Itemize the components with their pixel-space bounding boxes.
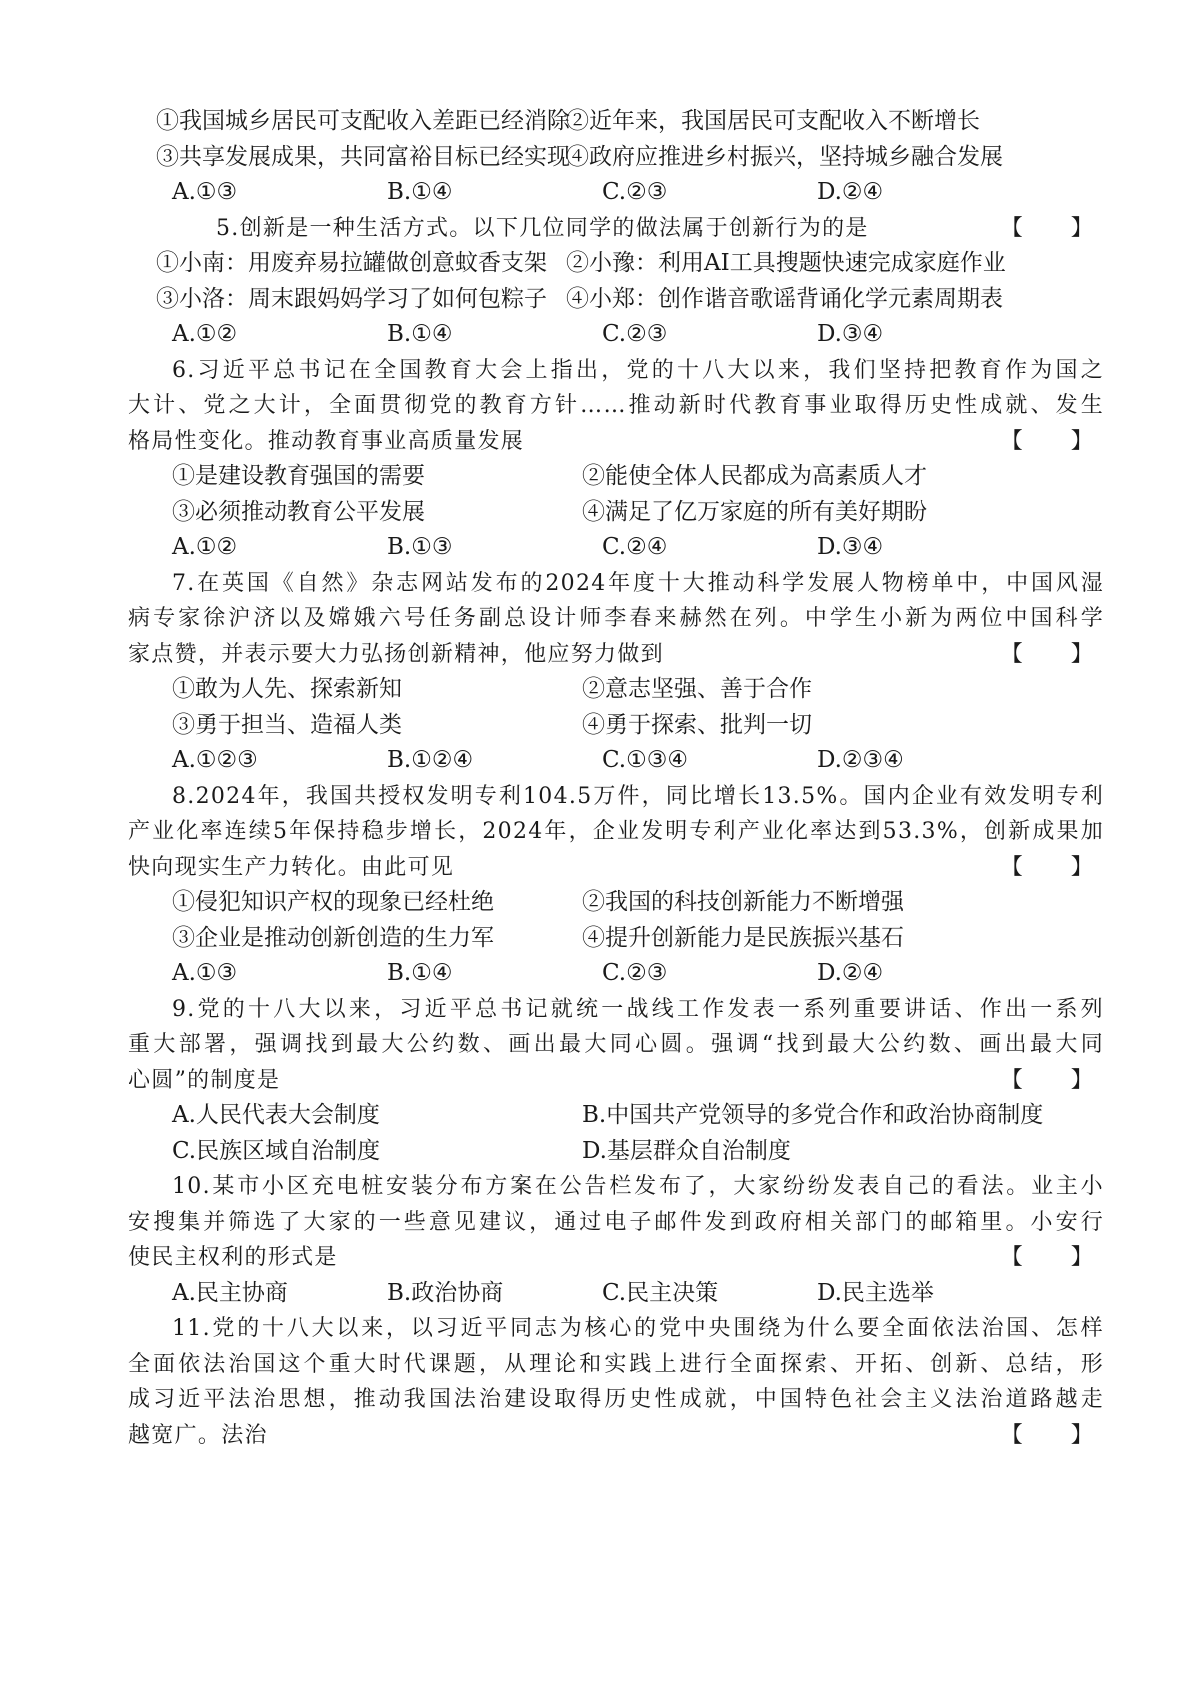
q5-stem-text: 5.创新是一种生活方式。以下几位同学的做法属于创新行为的是 — [216, 215, 869, 241]
q7-option-4: ④勇于探索、批判一切 — [582, 711, 812, 738]
q7-option-1: ①敢为人先、探索新知 — [172, 676, 402, 702]
q4-options-row-2 — [128, 140, 1104, 176]
q5-options-row-1 — [128, 246, 1104, 282]
q7-choices — [128, 743, 1104, 779]
q5-choices — [128, 317, 1104, 353]
q6-options-row-2 — [128, 495, 1104, 531]
q8-option-2: ②我国的科技创新能力不断增强 — [582, 889, 904, 915]
q8-option-3: ③企业是推动创新创造的生力军 — [172, 924, 494, 951]
q4-choice-a: A.①③ — [172, 179, 238, 205]
q10-choice-c: C.民主决策 — [602, 1279, 719, 1306]
q6-stem-line-3-text: 格局性变化。推动教育事业高质量发展 — [128, 428, 525, 454]
q4-option-1: ①我国城乡居民可支配收入差距已经消除 — [156, 108, 570, 134]
q8-options-row-2 — [128, 921, 1104, 957]
q5-option-2: ②小豫：利用AI工具搜题快速完成家庭作业 — [566, 250, 1006, 276]
q6-stem-line-1: 6.习近平总书记在全国教育大会上指出，党的十八大以来，我们坚持把教育作为国之 — [172, 357, 1104, 383]
q11-stem-line-3: 成习近平法治思想，推动我国法治建设取得历史性成就，中国特色社会主义法治道路越走 — [128, 1387, 1104, 1412]
q10-stem-line-3 — [128, 1240, 1104, 1276]
q4-choice-b: B.①④ — [387, 179, 453, 205]
q4-option-3: ③共享发展成果，共同富裕目标已经实现 — [156, 143, 570, 170]
q10-choices — [128, 1276, 1104, 1312]
q6-stem-line-3 — [128, 424, 1104, 460]
q6-stem-line-2: 大计、党之大计，全面贯彻党的教育方针……推动新时代教育事业取得历史性成就、发生 — [128, 393, 1104, 418]
q7-options-row-2 — [128, 708, 1104, 744]
q5-choice-d: D.③④ — [817, 321, 884, 347]
q8-choice-c: C.②③ — [602, 960, 668, 986]
q4-option-4: ④政府应推进乡村振兴，坚持城乡融合发展 — [566, 143, 1003, 170]
q5-choice-c: C.②③ — [602, 321, 668, 347]
q8-choice-a: A.①③ — [172, 960, 238, 986]
q9-choice-c: C.民族区域自治制度 — [172, 1137, 381, 1164]
q8-stem-line-3 — [128, 850, 1104, 886]
q8-choice-d: D.②④ — [817, 960, 884, 986]
q7-stem-line-1: 7.在英国《自然》杂志网站发布的2024年度十大推动科学发展人物榜单中，中国风湿 — [172, 570, 1104, 596]
q6-option-3: ③必须推动教育公平发展 — [172, 498, 425, 525]
q10-choice-d: D.民主选举 — [817, 1279, 934, 1306]
q9-stem-line-2: 重大部署，强调找到最大公约数、画出最大同心圆。强调“找到最大公约数、画出最大同 — [128, 1032, 1104, 1057]
q8-stem-line-3-text: 快向现实生产力转化。由此可见 — [128, 854, 455, 880]
q6-option-2: ②能使全体人民都成为高素质人才 — [582, 463, 927, 489]
q10-stem-line-2: 安搜集并筛选了大家的一些意见建议，通过电子邮件发到政府相关部门的邮箱里。小安行 — [128, 1209, 1104, 1235]
q8-option-1: ①侵犯知识产权的现象已经杜绝 — [172, 889, 494, 915]
q9-stem-line-3 — [128, 1063, 1104, 1099]
q8-choice-b: B.①④ — [387, 960, 453, 986]
q6-choice-d: D.③④ — [817, 534, 884, 560]
q11-stem-line-4 — [128, 1418, 1104, 1454]
q9-stem-line-3-text: 心圆”的制度是 — [128, 1067, 281, 1093]
q5-option-3: ③小洛：周末跟妈妈学习了如何包粽子 — [156, 285, 547, 312]
q6-choice-a: A.①② — [172, 534, 238, 560]
q10-stem-line-1: 10.某市小区充电桩安装分布方案在公告栏发布了，大家纷纷发表自己的看法。业主小 — [172, 1174, 1104, 1199]
q11-stem-line-2: 全面依法治国这个重大时代课题，从理论和实践上进行全面探索、开拓、创新、总结，形 — [128, 1351, 1104, 1377]
q10-stem-line-3-text: 使民主权利的形式是 — [128, 1245, 338, 1270]
q7-stem-line-3-text: 家点赞，并表示要大力弘扬创新精神，他应努力做到 — [128, 641, 664, 667]
q11-answer-bracket: 【 】 — [1000, 1422, 1094, 1448]
q8-stem-line-1: 8.2024年，我国共授权发明专利104.5万件，同比增长13.5%。国内企业有效发明专利 — [172, 783, 1104, 809]
q6-choices — [128, 530, 1104, 566]
q7-option-3: ③勇于担当、造福人类 — [172, 711, 402, 738]
q7-options-row-1 — [128, 672, 1104, 708]
q8-options-row-1 — [128, 885, 1104, 921]
q4-choices — [128, 175, 1104, 211]
q5-options-row-2 — [128, 282, 1104, 318]
q6-options-row-1 — [128, 459, 1104, 495]
q7-option-2: ②意志坚强、善于合作 — [582, 676, 812, 702]
q9-choice-d: D.基层群众自治制度 — [582, 1137, 791, 1164]
q7-choice-d: D.②③④ — [817, 747, 904, 773]
q5-option-1: ①小南：用废弃易拉罐做创意蚊香支架 — [156, 250, 547, 276]
q6-choice-c: C.②④ — [602, 534, 668, 560]
q8-answer-bracket: 【 】 — [1000, 854, 1094, 880]
q11-stem-line-4-text: 越宽广。法治 — [128, 1422, 268, 1448]
q5-choice-b: B.①④ — [387, 321, 453, 347]
q7-choice-c: C.①③④ — [602, 747, 688, 773]
q11-stem-line-1: 11.党的十八大以来，以习近平同志为核心的党中央围绕为什么要全面依法治国、怎样 — [172, 1316, 1104, 1341]
q10-choice-b: B.政治协商 — [387, 1279, 504, 1306]
q4-choice-c: C.②③ — [602, 179, 668, 205]
q6-option-1: ①是建设教育强国的需要 — [172, 463, 425, 489]
q7-answer-bracket: 【 】 — [1000, 641, 1094, 667]
q4-options-row-1 — [128, 104, 1104, 140]
q10-choice-a: A.民主协商 — [172, 1279, 288, 1306]
q5-option-4: ④小郑：创作谐音歌谣背诵化学元素周期表 — [566, 285, 1003, 312]
q4-option-2: ②近年来，我国居民可支配收入不断增长 — [566, 108, 980, 134]
q7-stem-line-3 — [128, 637, 1104, 673]
q5-choice-a: A.①② — [172, 321, 238, 347]
q5-answer-bracket: 【 】 — [1000, 215, 1094, 241]
q4-choice-d: D.②④ — [817, 179, 884, 205]
q5-stem — [128, 211, 1104, 247]
q9-choice-a: A.人民代表大会制度 — [172, 1102, 380, 1128]
q9-choices-row-1 — [128, 1098, 1104, 1134]
q8-choices — [128, 956, 1104, 992]
q7-choice-b: B.①②④ — [387, 747, 474, 773]
q8-option-4: ④提升创新能力是民族振兴基石 — [582, 924, 904, 951]
q8-stem-line-2: 产业化率连续5年保持稳步增长，2024年，企业发明专利产业化率达到53.3%，创新成果加 — [128, 819, 1104, 844]
q6-answer-bracket: 【 】 — [1000, 428, 1094, 454]
q9-stem-line-1: 9.党的十八大以来，习近平总书记就统一战线工作发表一系列重要讲话、作出一系列 — [172, 996, 1104, 1022]
q6-option-4: ④满足了亿万家庭的所有美好期盼 — [582, 498, 927, 525]
q7-choice-a: A.①②③ — [172, 747, 258, 773]
q10-answer-bracket: 【 】 — [1000, 1245, 1094, 1270]
q9-choices-row-2 — [128, 1134, 1104, 1170]
q6-choice-b: B.①③ — [387, 534, 453, 560]
q9-answer-bracket: 【 】 — [1000, 1067, 1094, 1093]
q7-stem-line-2: 病专家徐沪济以及嫦娥六号任务副总设计师李春来赫然在列。中学生小新为两位中国科学 — [128, 606, 1104, 631]
q9-choice-b: B.中国共产党领导的多党合作和政治协商制度 — [582, 1102, 1044, 1128]
